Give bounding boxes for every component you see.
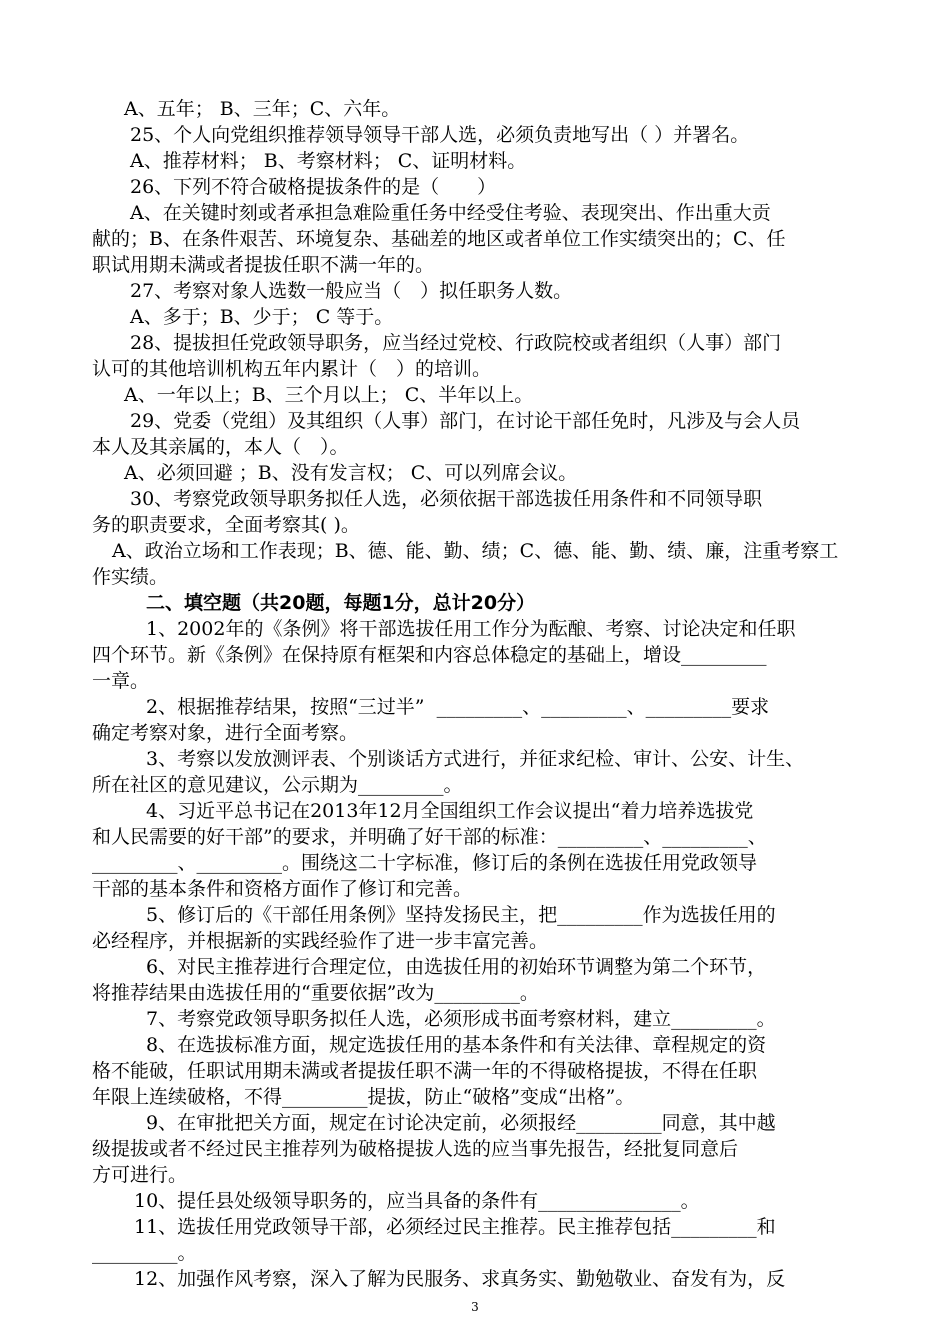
text-line: 认可的其他培训机构五年内累计（ ）的培训。 (92, 358, 492, 380)
text-line: A、五年； B、三年；C、六年。 (124, 98, 401, 120)
text-line: A、政治立场和工作表现；B、德、能、勤、绩；C、德、能、勤、绩、廉，注重考察工 (112, 540, 839, 562)
text-line: A、必须回避 ；B、没有发言权； C、可以列席会议。 (124, 462, 578, 484)
fill-question-2: 2、根据推荐结果，按照“三过半” _________、_________、_________要求 (146, 696, 770, 718)
text-line: 本人及其亲属的，本人（ ）。 (92, 436, 349, 458)
text-line: 确定考察对象，进行全面考察。 (92, 722, 359, 744)
fill-question-11: 11、选拔任用党政领导干部，必须经过民主推荐。民主推荐包括_________和 (134, 1216, 776, 1238)
question-26: 26、下列不符合破格提拔条件的是（ ） (130, 176, 497, 198)
text-line: 格不能破，任职试用期未满或者提拔任职不满一年的不得破格提拔，不得在任职 (92, 1060, 758, 1082)
text-line: 所在社区的意见建议，公示期为_________。 (92, 774, 463, 796)
text-line: A、多于；B、少于； C 等于。 (130, 306, 394, 328)
text-line: _________。 (92, 1242, 197, 1264)
question-27: 27、考察对象人选数一般应当（ ）拟任职务人数。 (130, 280, 573, 302)
text-line: 必经程序，并根据新的实践经验作了进一步丰富完善。 (92, 930, 549, 952)
text-line: A、在关键时刻或者承担急难险重任务中经受住考验、表现突出、作出重大贡 (130, 202, 771, 224)
section-heading: 二、填空题（共20题，每题1分，总计20分） (146, 592, 536, 614)
fill-question-10: 10、提任县处级领导职务的，应当具备的条件有_______________。 (134, 1190, 700, 1212)
fill-question-7: 7、考察党政领导职务拟任人选，必须形成书面考察材料，建立_________。 (146, 1008, 776, 1030)
fill-question-5: 5、修订后的《干部任用条例》坚持发扬民主，把_________作为选拔任用的 (146, 904, 776, 926)
text-line: 干部的基本条件和资格方面作了修订和完善。 (92, 878, 473, 900)
text-line: 献的；B、在条件艰苦、环境复杂、基础差的地区或者单位工作实绩突出的；C、任 (92, 228, 786, 250)
question-28: 28、提拔担任党政领导职务，应当经过党校、行政院校或者组织（人事）部门 (130, 332, 782, 354)
fill-question-9: 9、在审批把关方面，规定在讨论决定前，必须报经_________同意，其中越 (146, 1112, 776, 1134)
text-line: 年限上连续破格，不得_________提拔，防止“破格”变成“出格”。 (92, 1086, 635, 1108)
text-line: 级提拔或者不经过民主推荐列为破格提拔人选的应当事先报告，经批复同意后 (92, 1138, 739, 1160)
fill-question-8: 8、在选拔标准方面，规定选拔任用的基本条件和有关法律、章程规定的资 (146, 1034, 767, 1056)
text-line: 将推荐结果由选拔任用的“重要依据”改为_________。 (92, 982, 539, 1004)
text-line: A、推荐材料； B、考察材料； C、证明材料。 (130, 150, 527, 172)
text-line: 作实绩。 (92, 566, 169, 588)
text-line: 方可进行。 (92, 1164, 188, 1186)
page-number: 3 (471, 1300, 479, 1314)
text-line: 职试用期未满或者提拔任职不满一年的。 (92, 254, 435, 276)
text-line: _________、_________。围绕这二十字标准，修订后的条例在选拔任用党政领导 (92, 852, 758, 874)
text-line: A、一年以上；B、三个月以上； C、半年以上。 (124, 384, 534, 406)
text-line: 和人民需要的好干部”的要求，并明确了好干部的标准：_________、_________、 (92, 826, 767, 848)
question-30: 30、考察党政领导职务拟任人选，必须依据干部选拔任用条件和不同领导职 (130, 488, 763, 510)
fill-question-3: 3、考察以发放测评表、个别谈话方式进行，并征求纪检、审计、公安、计生、 (146, 748, 805, 770)
text-line: 一章。 (92, 670, 150, 692)
text-line: 务的职责要求，全面考察其( )。 (92, 514, 360, 536)
text-line: 四个环节。新《条例》在保持原有框架和内容总体稳定的基础上，增设_________ (92, 644, 767, 666)
fill-question-1: 1、2002年的《条例》将干部选拔任用工作分为酝酿、考察、讨论决定和任职 (146, 618, 796, 640)
fill-question-4: 4、习近平总书记在2013年12月全国组织工作会议提出“着力培养选拔党 (146, 800, 754, 822)
question-25: 25、个人向党组织推荐领导领导干部人选，必须负责地写出（ ）并署名。 (130, 124, 750, 146)
question-29: 29、党委（党组）及其组织（人事）部门，在讨论干部任免时，凡涉及与会人员 (130, 410, 801, 432)
fill-question-12: 12、加强作风考察，深入了解为民服务、求真务实、勤勉敬业、奋发有为，反 (134, 1268, 786, 1290)
fill-question-6: 6、对民主推荐进行合理定位，由选拔任用的初始环节调整为第二个环节， (146, 956, 767, 978)
